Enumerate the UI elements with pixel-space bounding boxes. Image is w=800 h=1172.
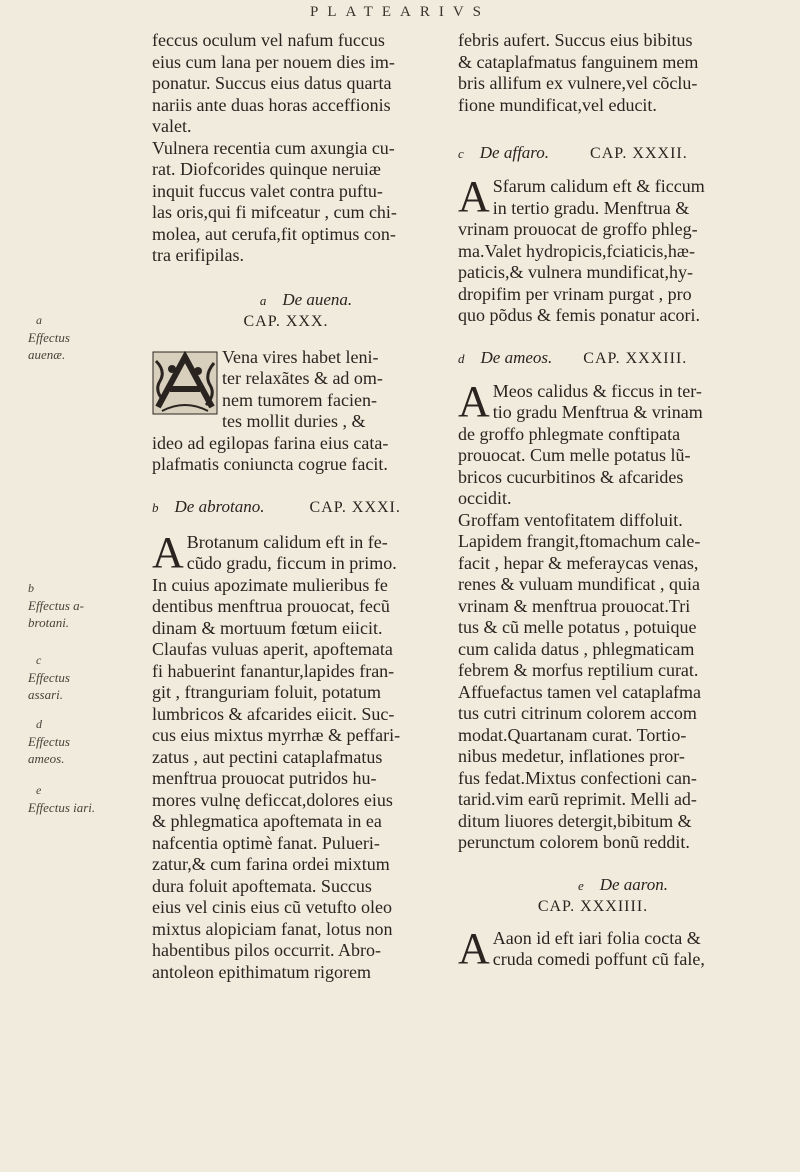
text-line: lumbricos & afcarides eiicit. Suc- xyxy=(152,703,395,724)
margin-note-a xyxy=(28,312,108,363)
text-line: menftrua prouocat putridos hu- xyxy=(152,768,377,788)
text-line: cum calida datus , phlegmaticam xyxy=(458,638,695,659)
text-line: zatus , aut pectini cataplafmatus xyxy=(152,746,383,767)
text-line: cruda comedi poffunt cũ fale, xyxy=(492,949,705,969)
margin-note-text: Effectus auenæ. xyxy=(28,330,70,362)
text-line: Groffam ventofitatem diffoluit. xyxy=(458,509,683,530)
text-line: ideo ad egilopas farina eius cata- xyxy=(152,432,389,453)
text-line: in tertio gradu. Menftrua & xyxy=(492,197,690,218)
margin-note-letter: d xyxy=(36,717,42,731)
text-line: In cuius apozimate mulieribus fe xyxy=(152,574,388,595)
chapter-heading-ameos xyxy=(458,347,788,369)
text-line: Lapidem frangit,ftomachum cale- xyxy=(458,531,701,551)
text-line: habentibus pilos occurrit. Abro- xyxy=(152,940,381,960)
text-line: dentibus menftrua prouocat, fecũ xyxy=(152,596,390,616)
text-line: modat.Quartanam curat. Tortio- xyxy=(458,724,687,745)
text-line: dura foluit apoftemata. Succus xyxy=(152,875,372,896)
margin-note-text: Effectus assari. xyxy=(28,670,70,702)
text-line: & phlegmatica apoftemata in ea xyxy=(152,811,382,831)
text-line: febris aufert. Succus eius bibitus xyxy=(458,30,693,50)
margin-note-e xyxy=(28,782,108,816)
chapter-title: De aaron. xyxy=(599,874,669,894)
text-line: tra erifipilas. xyxy=(152,245,244,265)
text-line: Sfarum calidum eft & ficcum xyxy=(492,176,705,196)
text-line: feccus oculum vel nafum fuccus xyxy=(152,30,385,50)
text-line: nafcentia optimè fanat. Pulueri- xyxy=(152,832,380,853)
text-line: ponatur. Succus eius datus quarta xyxy=(152,73,392,93)
text-line: Vena vires habet leni- xyxy=(222,346,379,367)
margin-note-letter: a xyxy=(36,313,42,327)
text-line: bricos cucurbitinos & afcarides xyxy=(458,466,684,487)
text-line: febrem & morfus reptilium curat. xyxy=(458,660,699,680)
text-line: tus & cũ melle potatus , potuique xyxy=(458,617,697,637)
text-line: facit , hepar & meferaycas venas, xyxy=(458,552,699,573)
text-line: prouocat. Cum melle potatus lũ- xyxy=(458,445,691,465)
text-line: las oris,qui fi mifceatur , cum chi- xyxy=(152,202,397,222)
chapter-number: CAP. XXXI. xyxy=(309,498,401,516)
text-line: nariis ante duas horas acceffionis xyxy=(152,94,391,115)
chapter-heading-auena xyxy=(152,289,460,311)
text-line: inquit fuccus valet contra puftu- xyxy=(152,180,383,201)
text-line: vrinam & menftrua prouocat.Tri xyxy=(458,595,691,616)
drop-cap: A xyxy=(152,527,184,577)
ameos-paragraph xyxy=(458,376,788,854)
text-line: Vulnera recentia cum axungia cu- xyxy=(152,137,395,158)
heading-letter: e xyxy=(577,877,585,893)
chapter-title: De auena. xyxy=(282,289,353,309)
drop-cap: A xyxy=(458,172,490,221)
heading-letter: a xyxy=(259,292,268,308)
heading-letter: b xyxy=(152,499,160,515)
text-line: perunctum colorem bonũ reddit. xyxy=(458,832,690,852)
text-line: eius cum lana per nouem dies im- xyxy=(152,51,395,72)
margin-note-letter: e xyxy=(36,783,42,797)
text-line: vrinam prouocat de groffo phleg- xyxy=(458,219,698,239)
text-line: quo põdus & femis ponatur acori. xyxy=(458,305,700,325)
text-line: fi habuerint fanantur,lapides fran- xyxy=(152,660,395,681)
chapter-number: CAP. XXXII. xyxy=(590,145,688,162)
auena-paragraph xyxy=(152,347,460,476)
text-line: valet. xyxy=(152,116,192,136)
text-line: cũdo gradu, ficcum in primo. xyxy=(186,553,397,573)
text-line: Brotanum calidum eft in fe- xyxy=(186,531,388,552)
text-line: antoleon epithimatum rigorem xyxy=(152,961,371,982)
text-line: ma.Valet hydropicis,fciaticis,hæ- xyxy=(458,240,695,261)
left-column xyxy=(152,30,460,983)
heading-letter: d xyxy=(458,350,466,366)
right-column xyxy=(458,30,788,971)
drop-cap: A xyxy=(458,376,490,426)
text-line: dinam & mortuum fœtum eiicit. xyxy=(152,617,383,638)
text-line: tio gradu Menftrua & vrinam xyxy=(492,402,703,422)
margin-note-c xyxy=(28,652,108,703)
text-line: renes & vuluam mundificat , quia xyxy=(458,574,700,594)
text-line: mixtus alopiciam fanat, lotus non xyxy=(152,918,393,939)
text-line: zatur,& cum farina ordei mixtum xyxy=(152,854,390,874)
text-line: bris allifum ex vulnere,vel cõclu- xyxy=(458,73,698,93)
text-line: de groffo phlegmate conftipata xyxy=(458,423,681,444)
text-line: ditum liuores detergit,bibitum & xyxy=(458,810,692,831)
chapter-number: CAP. XXXIII. xyxy=(583,349,688,367)
aaron-paragraph xyxy=(458,923,788,973)
chapter-heading-assaro xyxy=(458,142,788,164)
text-line: fione mundificat,vel educit. xyxy=(458,94,657,115)
margin-note-text: Effectus ameos. xyxy=(28,734,70,766)
text-line: rat. Diofcorides quinque neruiæ xyxy=(152,159,381,179)
text-line: Aaon id eft iari folia cocta & xyxy=(492,927,701,948)
margin-note-d xyxy=(28,716,108,767)
chapter-title: De abrotano. xyxy=(174,496,265,516)
text-line: dropifim per vrinam purgat , pro xyxy=(458,283,692,304)
left-top-paragraph xyxy=(152,30,460,267)
text-line: paticis,& vulnera mundificat,hy- xyxy=(458,262,693,282)
text-line: tes mollit duries , & xyxy=(222,411,366,431)
text-line: Meos calidus & ficcus in ter- xyxy=(492,380,702,401)
text-line: fus fedat.Mixtus confectioni can- xyxy=(458,767,697,788)
abrotano-paragraph xyxy=(152,527,460,984)
text-line: & cataplafmatus fanguinem mem xyxy=(458,51,699,72)
text-line: molea, aut cerufa,fit optimus con- xyxy=(152,223,396,244)
text-line: plafmatis coniuncta cogrue facit. xyxy=(152,454,388,474)
chapter-title: De ameos. xyxy=(480,347,553,367)
chapter-number: CAP. XXXIIII. xyxy=(537,897,649,915)
text-line: tarid.vim earũ reprimit. Melli ad- xyxy=(458,789,697,809)
text-line: ter relaxãtes & ad om- xyxy=(222,368,383,388)
text-line: Claufas vuluas aperit, apoftemata xyxy=(152,639,393,659)
right-top-paragraph xyxy=(458,30,788,116)
ornamental-initial-icon xyxy=(152,351,218,415)
text-line: Affuefactus tamen vel cataplafma xyxy=(458,681,702,702)
chapter-heading-abrotano xyxy=(152,496,460,518)
margin-note-text: Effectus iari. xyxy=(28,800,96,815)
text-line: eius vel cinis eius cũ vetufto oleo xyxy=(152,897,392,917)
text-line: tus cutri citrinum colorem accom xyxy=(458,703,697,723)
margin-note-text: Effectus a-brotani. xyxy=(28,598,84,630)
heading-letter: c xyxy=(458,146,465,161)
chapter-heading-aaron xyxy=(458,874,788,896)
margin-note-letter: b xyxy=(28,581,34,595)
text-line: nibus medetur, inflationes pror- xyxy=(458,746,685,766)
running-header: PLATEARIVS xyxy=(309,4,490,20)
text-line: cus eius mixtus myrrhæ & peffari- xyxy=(152,725,401,745)
drop-cap: A xyxy=(458,923,490,973)
assaro-paragraph xyxy=(458,172,788,327)
margin-note-letter: c xyxy=(36,653,42,667)
chapter-number: CAP. XXX. xyxy=(243,312,329,330)
text-line: nem tumorem facien- xyxy=(222,389,377,410)
text-line: git , ftranguriam foluit, potatum xyxy=(152,682,381,702)
text-line: occidit. xyxy=(458,488,512,508)
chapter-title: De affaro. xyxy=(479,143,550,162)
text-line: mores vulnę deficcat,dolores eius xyxy=(152,789,393,810)
margin-note-b xyxy=(28,580,108,631)
